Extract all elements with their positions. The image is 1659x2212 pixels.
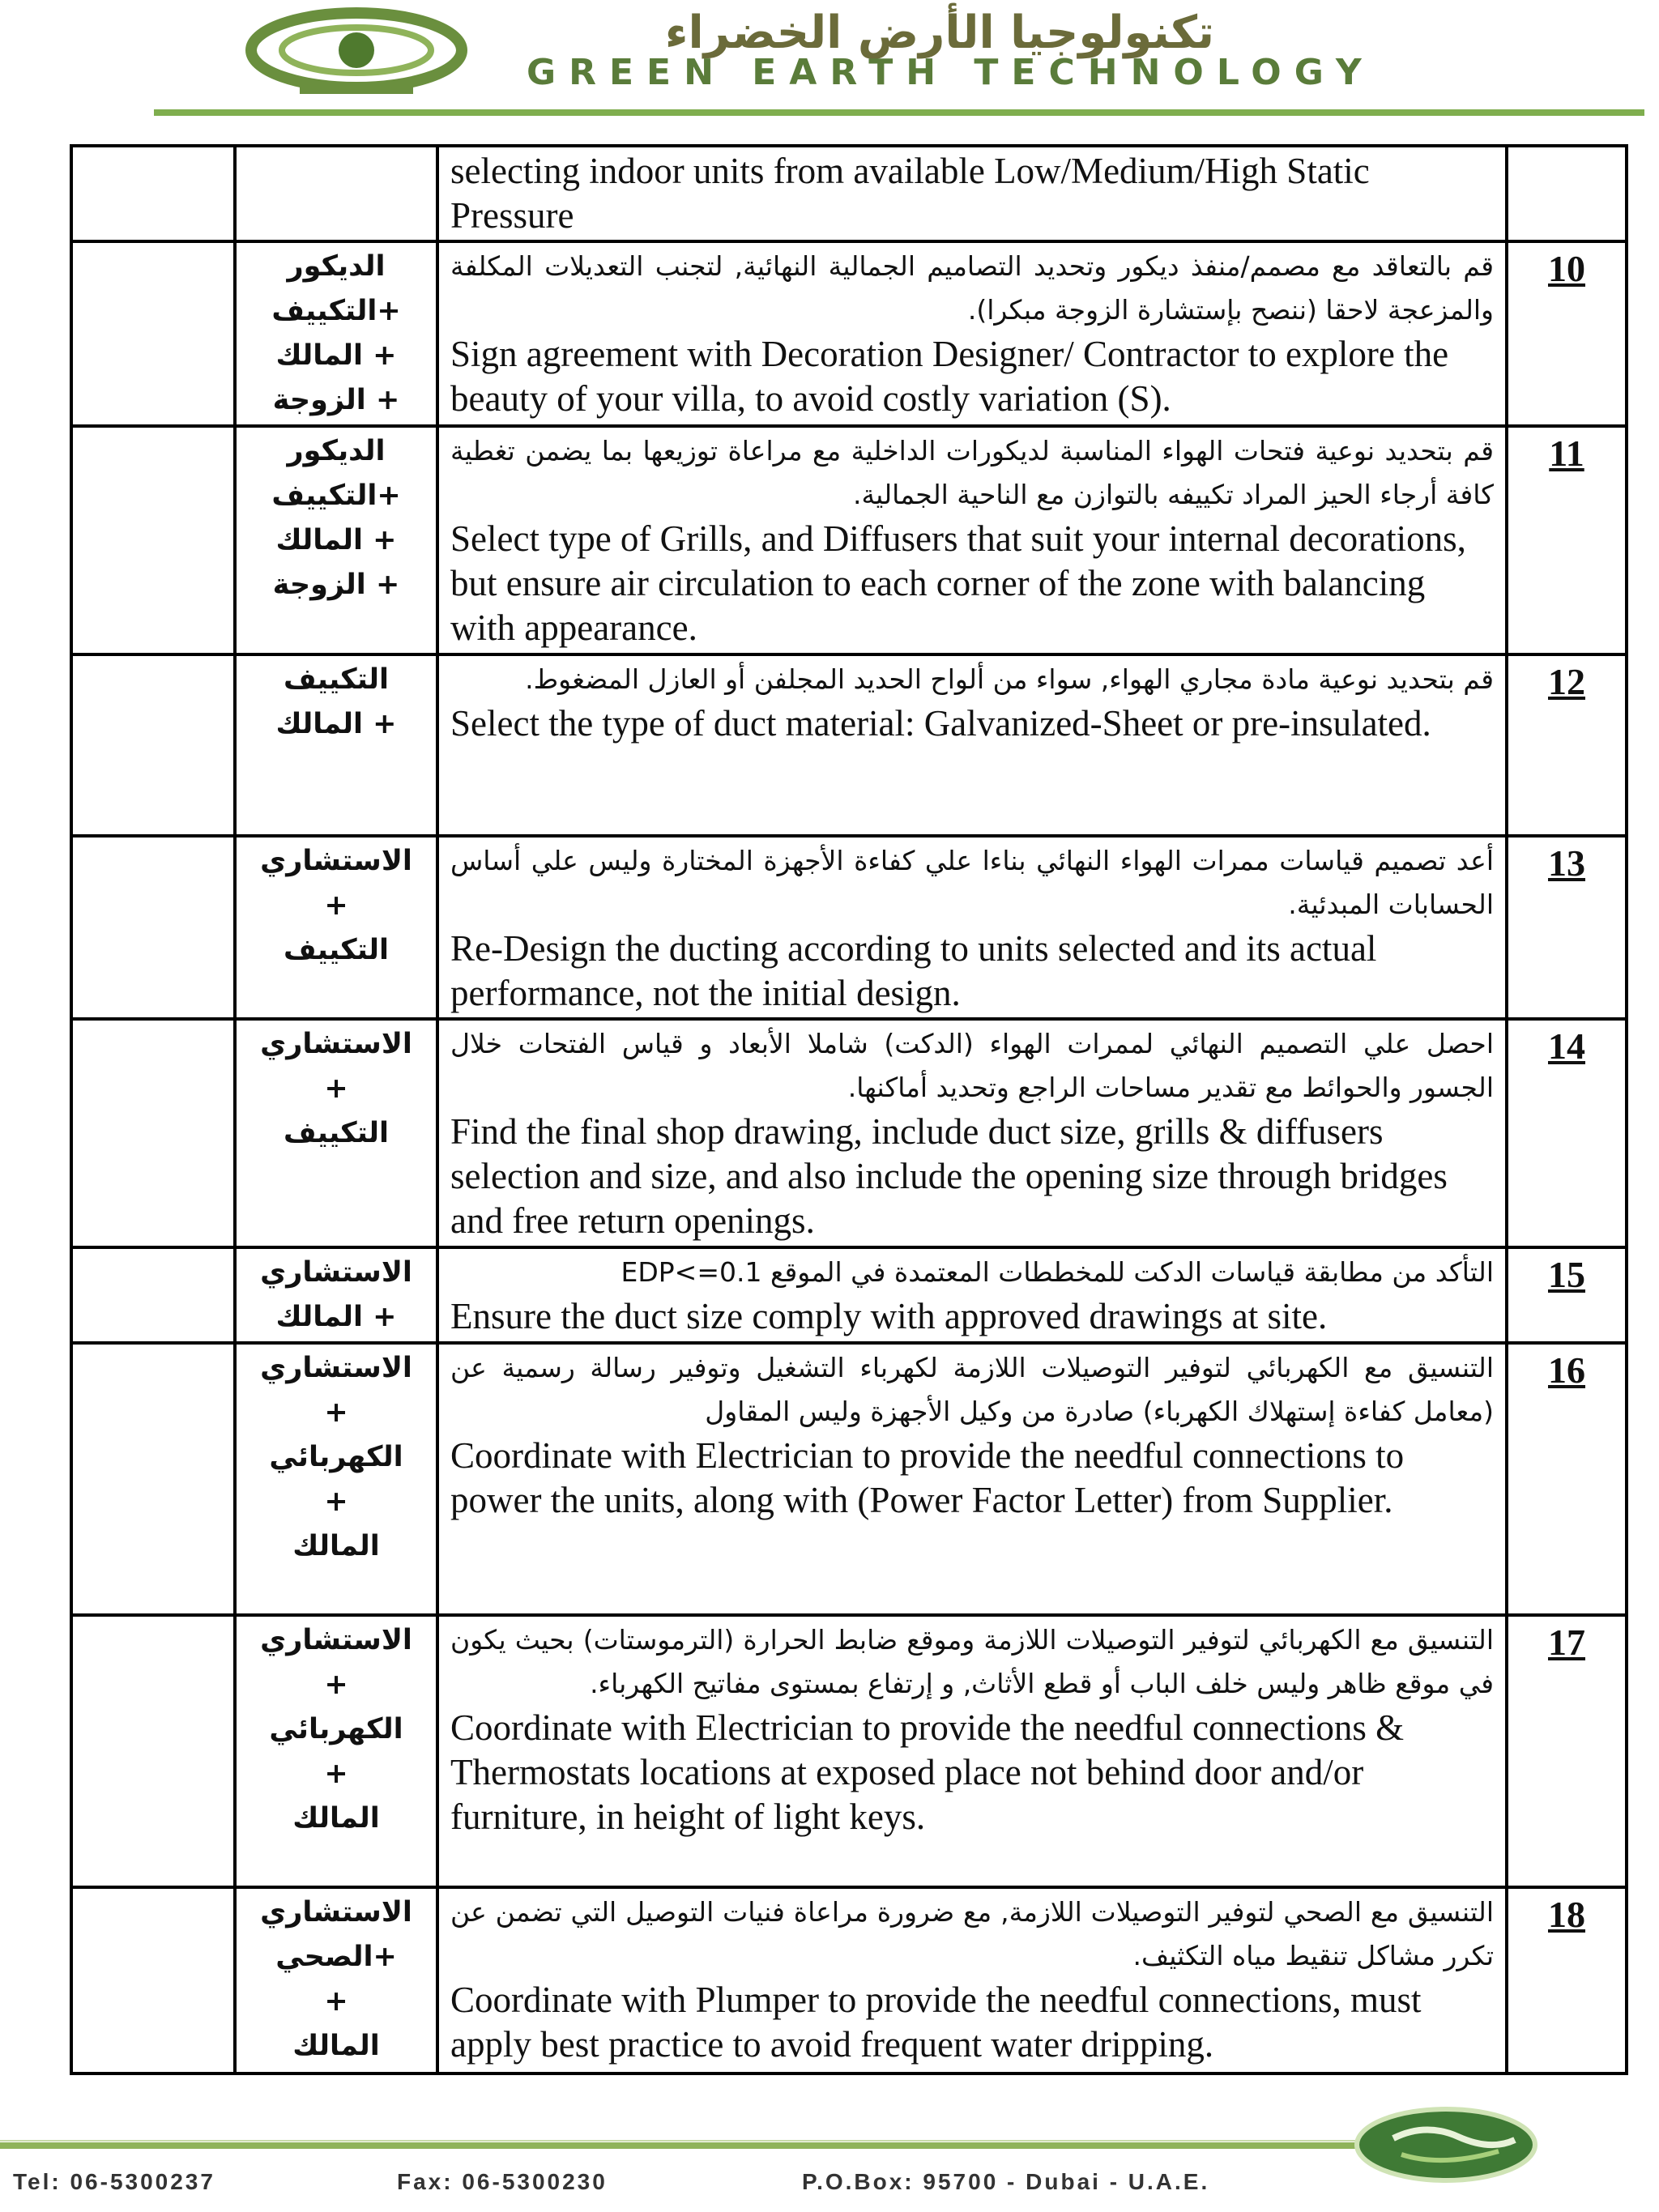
blank-cell — [71, 1019, 235, 1247]
english-description: Sign agreement with Decoration Designer/ Contractor to explore the beauty of your villa, to avoid costly variation (S). — [450, 334, 1449, 419]
table-row — [71, 1343, 1627, 1615]
item-number: 17 — [1507, 1615, 1627, 1887]
arabic-description: التنسيق مع الكهربائي لتوفير التوصيلات اللازمة لكهرباء التشغيل وتوفير رسالة رسمية عن (معامل كفاءة إستهلاك الكهرباء) صادرة من وكيل الأجهزة وليس المقاول — [450, 1352, 1494, 1427]
description-cell — [437, 1887, 1507, 2073]
brand-name-english: GREEN EARTH TECHNOLOGY — [527, 52, 1375, 93]
english-description: selecting indoor units from available Low/Medium/High Static Pressure — [450, 151, 1370, 236]
blank-cell — [71, 1887, 235, 2073]
description-cell — [437, 1615, 1507, 1887]
arabic-description: قم بتحديد نوعية مادة مجاري الهواء, سواء من ألواح الحديد المجلفن أو العازل المضغوط. — [525, 663, 1494, 695]
description-cell — [437, 654, 1507, 836]
item-number: 14 — [1507, 1019, 1627, 1247]
footer-telephone: Tel: 06-5300237 — [13, 2169, 215, 2194]
arabic-description: التنسيق مع الصحي لتوفير التوصيلات اللازمة, مع ضرورة مراعاة فنيات التوصيل التي تضمن عن تكرر مشاكل تنقيط مياه التكثيف. — [450, 1896, 1494, 1971]
arabic-description: قم بالتعاقد مع مصمم/منفذ ديكور وتحديد التصاميم الجمالية النهائية, لتجنب التعديلات المكلفة والمزعجة لاحقا (ننصح بإستشارة الزوجة مبكرا). — [450, 250, 1494, 326]
table-row — [71, 836, 1627, 1019]
item-number: 11 — [1507, 426, 1627, 654]
responsibility-table — [70, 144, 1628, 2075]
english-description: Select the type of duct material: Galvanized-Sheet or pre-insulated. — [450, 703, 1431, 744]
blank-cell — [71, 426, 235, 654]
table-row — [71, 1887, 1627, 2073]
responsible-party: الاستشاري + الكهربائي + المالك — [235, 1615, 437, 1887]
english-description: Coordinate with Electrician to provide the needful connections & Thermostats locations at exposed place not behind door and/or furniture, in height of light keys. — [450, 1707, 1405, 1837]
responsible-party: الاستشاري + الكهربائي + المالك — [235, 1343, 437, 1615]
responsible-party: الاستشاري + المالك — [235, 1247, 437, 1343]
item-number: 13 — [1507, 836, 1627, 1019]
english-description: Coordinate with Electrician to provide the needful connections to power the units, along with (Power Factor Letter) from Supplier. — [450, 1435, 1405, 1520]
description-cell — [437, 426, 1507, 654]
arabic-description: أعد تصميم قياسات ممرات الهواء النهائي بناءا علي كفاءة الأجهزة المختارة وليس علي أساس الحسابات المبدئية. — [450, 845, 1494, 920]
footer-fax: Fax: 06-5300230 — [397, 2169, 608, 2194]
responsible-party: الاستشاري + التكييف — [235, 1019, 437, 1247]
english-description: Find the final shop drawing, include duct size, grills & diffusers selection and size, and also include the opening size through bridges and free return openings. — [450, 1111, 1448, 1241]
item-number — [1507, 146, 1627, 241]
description-cell — [437, 1247, 1507, 1343]
header-divider — [154, 109, 1644, 116]
arabic-description: التنسيق مع الكهربائي لتوفير التوصيلات اللازمة وموقع ضابط الحرارة (الترموستات) بحيث يكون في موقع ظاهر وليس خلف الباب أو قطع الأثاث, و إرتفاع بمستوى مفاتيح الكهرباء. — [450, 1624, 1494, 1699]
blank-cell — [71, 1343, 235, 1615]
blank-cell — [71, 241, 235, 426]
arabic-description: احصل علي التصميم النهائي لممرات الهواء (الدكت) شاملا الأبعاد و قياس الفتحات خلال الجسور والحوائط مع تقدير مساحات الراجع وتحديد أماكنها. — [450, 1028, 1494, 1103]
arabic-description: التأكد من مطابقة قياسات الدكت للمخططات المعتمدة في الموقع EDP<=0.1 — [621, 1256, 1494, 1288]
responsible-party: الاستشاري +الصحي + المالك — [235, 1887, 437, 2073]
responsible-party — [235, 146, 437, 241]
item-number: 15 — [1507, 1247, 1627, 1343]
brand-name-arabic: تكنولوجيا الأرض الخضراء — [664, 6, 1215, 59]
table-row — [71, 1615, 1627, 1887]
page-footer — [0, 2098, 1659, 2212]
english-description: Coordinate with Plumper to provide the needful connections, must apply best practice to avoid frequent water dripping. — [450, 1980, 1422, 2065]
table-row — [71, 1247, 1627, 1343]
company-logo — [235, 5, 478, 100]
item-number: 10 — [1507, 241, 1627, 426]
table-row — [71, 1019, 1627, 1247]
blank-cell — [71, 654, 235, 836]
responsible-party: الاستشاري + التكييف — [235, 836, 437, 1019]
table-row — [71, 241, 1627, 426]
blank-cell — [71, 1247, 235, 1343]
table-row — [71, 426, 1627, 654]
responsible-party: الديكور +التكييف + المالك + الزوجة — [235, 426, 437, 654]
description-cell — [437, 836, 1507, 1019]
blank-cell — [71, 146, 235, 241]
page-header — [0, 0, 1659, 130]
responsible-party: التكييف + المالك — [235, 654, 437, 836]
responsible-party: الديكور +التكييف + المالك + الزوجة — [235, 241, 437, 426]
table-row — [71, 654, 1627, 836]
item-number: 18 — [1507, 1887, 1627, 2073]
description-cell — [437, 241, 1507, 426]
footer-divider — [0, 2140, 1369, 2151]
english-description: Re-Design the ducting according to units selected and its actual performance, not the initial design. — [450, 928, 1377, 1013]
item-number: 16 — [1507, 1343, 1627, 1615]
description-cell — [437, 1343, 1507, 1615]
description-cell — [437, 1019, 1507, 1247]
footer-address: P.O.Box: 95700 - Dubai - U.A.E. — [802, 2169, 1210, 2194]
arabic-description: قم بتحديد نوعية فتحات الهواء المناسبة لديكورات الداخلية مع مراعاة توزيعها بما يضمن تغطية كافة أرجاء الحيز المراد تكييفه بالتوازن مع الناحية الجمالية. — [450, 435, 1494, 510]
table-row — [71, 146, 1627, 241]
english-description: Select type of Grills, and Diffusers that suit your internal decorations, but ensure air circulation to each corner of the zone with balancing with appearance. — [450, 518, 1466, 648]
english-description: Ensure the duct size comply with approved drawings at site. — [450, 1296, 1328, 1336]
description-cell — [437, 146, 1507, 241]
blank-cell — [71, 1615, 235, 1887]
blank-cell — [71, 836, 235, 1019]
globe-logo-icon — [1345, 2098, 1547, 2187]
item-number: 12 — [1507, 654, 1627, 836]
